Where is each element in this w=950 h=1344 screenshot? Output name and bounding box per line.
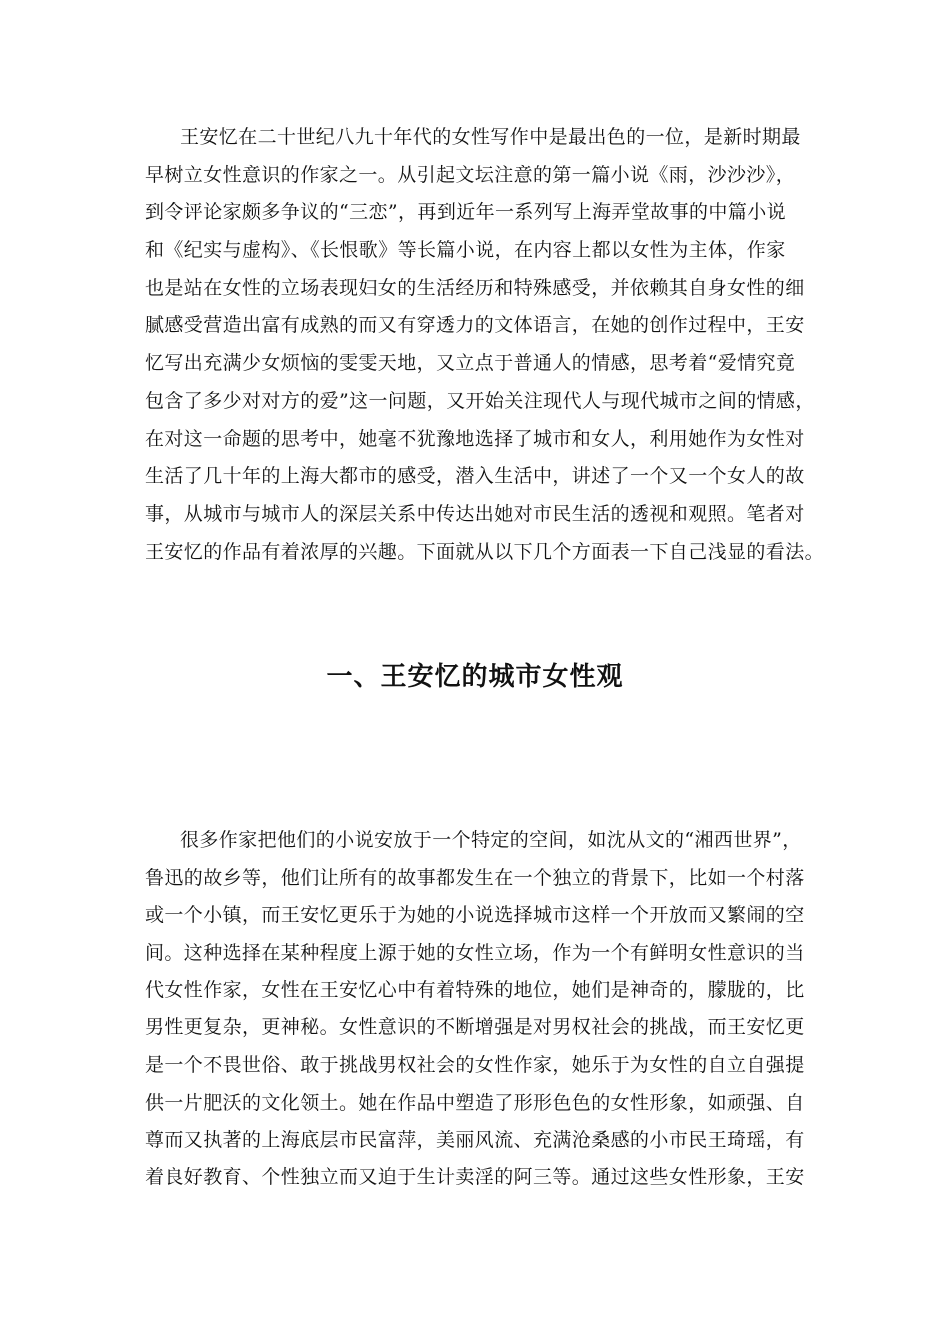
section-heading: 一、王安忆的城市女性观: [326, 662, 624, 692]
paragraph-line: 或一个小镇，而王安忆更乐于为她的小说选择城市这样一个开放而又繁闹的空: [145, 904, 805, 926]
paragraph-line: 间。这种选择在某种程度上源于她的女性立场，作为一个有鲜明女性意识的当: [145, 942, 805, 964]
paragraph-line: 也是站在女性的立场表现妇女的生活经历和特殊感受，并依赖其自身女性的细: [145, 277, 805, 299]
paragraph-line: 是一个不畏世俗、敢于挑战男权社会的女性作家，她乐于为女性的自立自强提: [145, 1054, 805, 1076]
paragraph-line: 供一片肥沃的文化领土。她在作品中塑造了形形色色的女性形象，如顽强、自: [145, 1092, 805, 1114]
paragraph-line: 包含了多少对对方的爱”这一问题，又开始关注现代人与现代城市之间的情感，: [145, 390, 815, 412]
paragraph-line: 很多作家把他们的小说安放于一个特定的空间，如沈从文的“湘西世界”，: [180, 829, 802, 851]
paragraph-line: 着良好教育、个性独立而又迫于生计卖淫的阿三等。通过这些女性形象，王安: [145, 1166, 805, 1188]
paragraph-line: 王安忆在二十世纪八九十年代的女性写作中是最出色的一位，是新时期最: [180, 126, 801, 148]
paragraph-line: 腻感受营造出富有成熟的而又有穿透力的文体语言，在她的创作过程中，王安: [145, 314, 805, 336]
paragraph-line: 王安忆的作品有着浓厚的兴趣。下面就从以下几个方面表一下自己浅显的看法。: [145, 541, 825, 563]
paragraph-line: 生活了几十年的上海大都市的感受，潜入生活中，讲述了一个又一个女人的故: [145, 465, 805, 487]
paragraph-line: 男性更复杂，更神秘。女性意识的不断增强是对男权社会的挑战，而王安忆更: [145, 1016, 805, 1038]
paragraph-line: 在对这一命题的思考中，她毫不犹豫地选择了城市和女人，利用她作为女性对: [145, 428, 805, 450]
paragraph-line: 早树立女性意识的作家之一。从引起文坛注意的第一篇小说《雨，沙沙沙》，: [145, 164, 796, 186]
paragraph-line: 事，从城市与城市人的深层关系中传达出她对市民生活的透视和观照。笔者对: [145, 503, 805, 525]
paragraph-line: 尊而又执著的上海底层市民富萍，美丽风流、充满沧桑感的小市民王琦瑶，有: [145, 1129, 805, 1151]
paragraph-line: 代女性作家，女性在王安忆心中有着特殊的地位，她们是神奇的，朦胧的，比: [145, 979, 805, 1001]
paragraph-line: 鲁迅的故乡等，他们让所有的故事都发生在一个独立的背景下，比如一个村落: [145, 867, 805, 889]
paragraph-line: 忆写出充满少女烦恼的雯雯天地，又立点于普通人的情感，思考着“爱情究竟: [145, 352, 796, 374]
paragraph-line: 到令评论家颇多争议的“三恋”，再到近年一系列写上海弄堂故事的中篇小说: [145, 201, 787, 223]
paragraph-line: 和《纪实与虚构》、《长恨歌》等长篇小说，在内容上都以女性为主体，作家: [145, 239, 786, 261]
